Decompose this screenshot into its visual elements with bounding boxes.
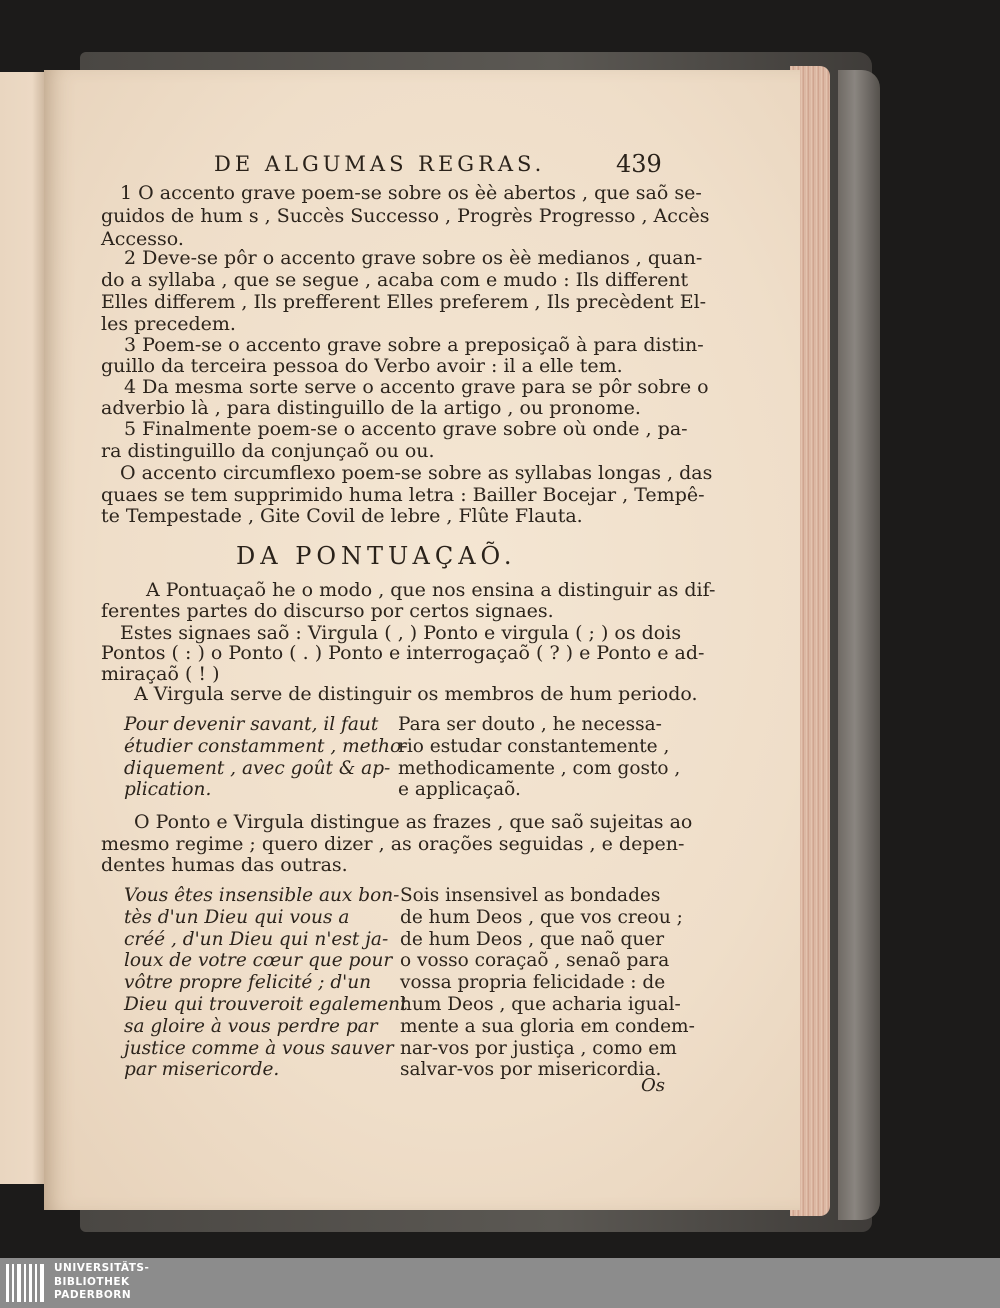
library-logo-icon: [4, 1262, 48, 1304]
example-line: de hum Deos , que vos creou ;: [400, 906, 683, 928]
example-line: rio estudar constantemente ,: [398, 735, 670, 757]
example-line: nar-vos por justiça , como em: [400, 1037, 677, 1059]
section-line: Pontos ( : ) o Ponto ( . ) Ponto e interrogaçaõ ( ? ) e Ponto e ad-: [101, 642, 705, 664]
example-line: hum Deos , que acharia igual-: [400, 993, 681, 1015]
example-line: plication.: [124, 779, 212, 801]
example-line: mente a sua gloria em condem-: [400, 1015, 695, 1037]
middle-line: dentes humas das outras.: [101, 854, 348, 876]
example-portuguese-column: [400, 885, 695, 1081]
middle-line: mesmo regime ; quero dizer , as orações seguidas , e depen-: [101, 833, 685, 855]
catchword: Os: [641, 1075, 665, 1096]
section-title: DA PONTUAÇAÕ.: [236, 542, 517, 570]
example-line: tès d'un Dieu qui vous a: [124, 906, 350, 928]
example-line: créé , d'un Dieu qui n'est ja-: [124, 928, 389, 950]
body-line: O accento circumflexo poem-se sobre as syllabas longas , das: [120, 462, 713, 484]
section-line: miraçaõ ( ! ): [101, 663, 220, 685]
example-line: sa gloire à vous perdre par: [124, 1015, 378, 1037]
example-line: Vous êtes insensible aux bon-: [124, 885, 400, 906]
example-line: o vosso coraçaõ , senaõ para: [400, 950, 670, 972]
body-line: quaes se tem supprimido huma letra : Bailler Bocejar , Tempê-: [101, 484, 705, 506]
library-name-line: PADERBORN: [54, 1289, 132, 1301]
example-line: methodicamente , com gosto ,: [398, 757, 681, 779]
example-french-column: [124, 885, 408, 1081]
body-line: adverbio là , para distinguillo de la artigo , ou pronome.: [101, 397, 641, 419]
section-line: A Pontuaçaõ he o modo , que nos ensina a distinguir as dif-: [146, 579, 716, 601]
example-line: Dieu qui trouveroit egalement: [124, 993, 408, 1015]
body-line: Elles differem , Ils prefferent Elles preferem , Ils precèdent El-: [101, 291, 707, 313]
example-line: diquement , avec goût & ap-: [124, 757, 391, 779]
body-line: guillo da terceira pessoa do Verbo avoir : il a elle tem.: [101, 355, 623, 377]
body-line: Accesso.: [101, 228, 184, 250]
section-line: A Virgula serve de distinguir os membros de hum periodo.: [134, 683, 698, 705]
example-line: vôtre propre felicité ; d'un: [124, 972, 372, 994]
body-line: 3 Poem-se o accento grave sobre a preposiçaõ à para distin-: [124, 334, 704, 356]
example-line: Para ser douto , he necessa-: [398, 714, 662, 735]
body-line: les precedem.: [101, 313, 236, 335]
example-line: e applicaçaõ.: [398, 779, 521, 801]
page-number: 439: [616, 150, 662, 178]
body-line: guidos de hum s , Succès Successo , Progrès Progresso , Accès: [101, 205, 710, 227]
middle-line: O Ponto e Virgula distingue as frazes , que saõ sujeitas ao: [134, 811, 693, 833]
library-name-line: UNIVERSITÄTS-: [54, 1262, 150, 1274]
body-line: 5 Finalmente poem-se o accento grave sobre où onde , pa-: [124, 418, 688, 440]
example-portuguese-column: [398, 714, 680, 801]
body-line: te Tempestade , Gite Covil de lebre , Flûte Flauta.: [101, 505, 583, 527]
example-line: Sois insensivel as bondades: [400, 885, 661, 906]
section-line: ferentes partes do discurso por certos signaes.: [101, 600, 554, 622]
example-line: de hum Deos , que naõ quer: [400, 928, 665, 950]
example-line: étudier constamment , metho-: [124, 735, 408, 757]
section-line: Estes signaes saõ : Virgula ( , ) Ponto e virgula ( ; ) os dois: [120, 622, 682, 644]
body-line: ra distinguillo da conjunçaõ ou ou.: [101, 440, 435, 462]
library-name: [54, 1262, 149, 1303]
example-line: Pour devenir savant, il faut: [124, 714, 379, 735]
example-line: par misericorde.: [124, 1059, 280, 1081]
left-facing-page: [0, 72, 46, 1184]
running-title: DE ALGUMAS REGRAS.: [214, 152, 546, 176]
example-french-column: [124, 714, 407, 801]
body-line: 1 O accento grave poem-se sobre os èè abertos , que saõ se-: [120, 182, 702, 204]
example-line: vossa propria felicidade : de: [400, 972, 666, 994]
library-footer: [0, 1258, 1000, 1308]
cover-edge: [838, 70, 880, 1220]
example-line: loux de votre cœur que pour: [124, 950, 393, 972]
example-line: salvar-vos por misericordia.: [400, 1059, 662, 1081]
library-name-line: BIBLIOTHEK: [54, 1275, 130, 1288]
body-line: do a syllaba , que se segue , acaba com e mudo : Ils different: [101, 269, 689, 291]
example-line: justice comme à vous sauver: [124, 1037, 394, 1059]
body-line: 4 Da mesma sorte serve o accento grave para se pôr sobre o: [124, 376, 709, 398]
body-line: 2 Deve-se pôr o accento grave sobre os èè medianos , quan-: [124, 247, 703, 269]
